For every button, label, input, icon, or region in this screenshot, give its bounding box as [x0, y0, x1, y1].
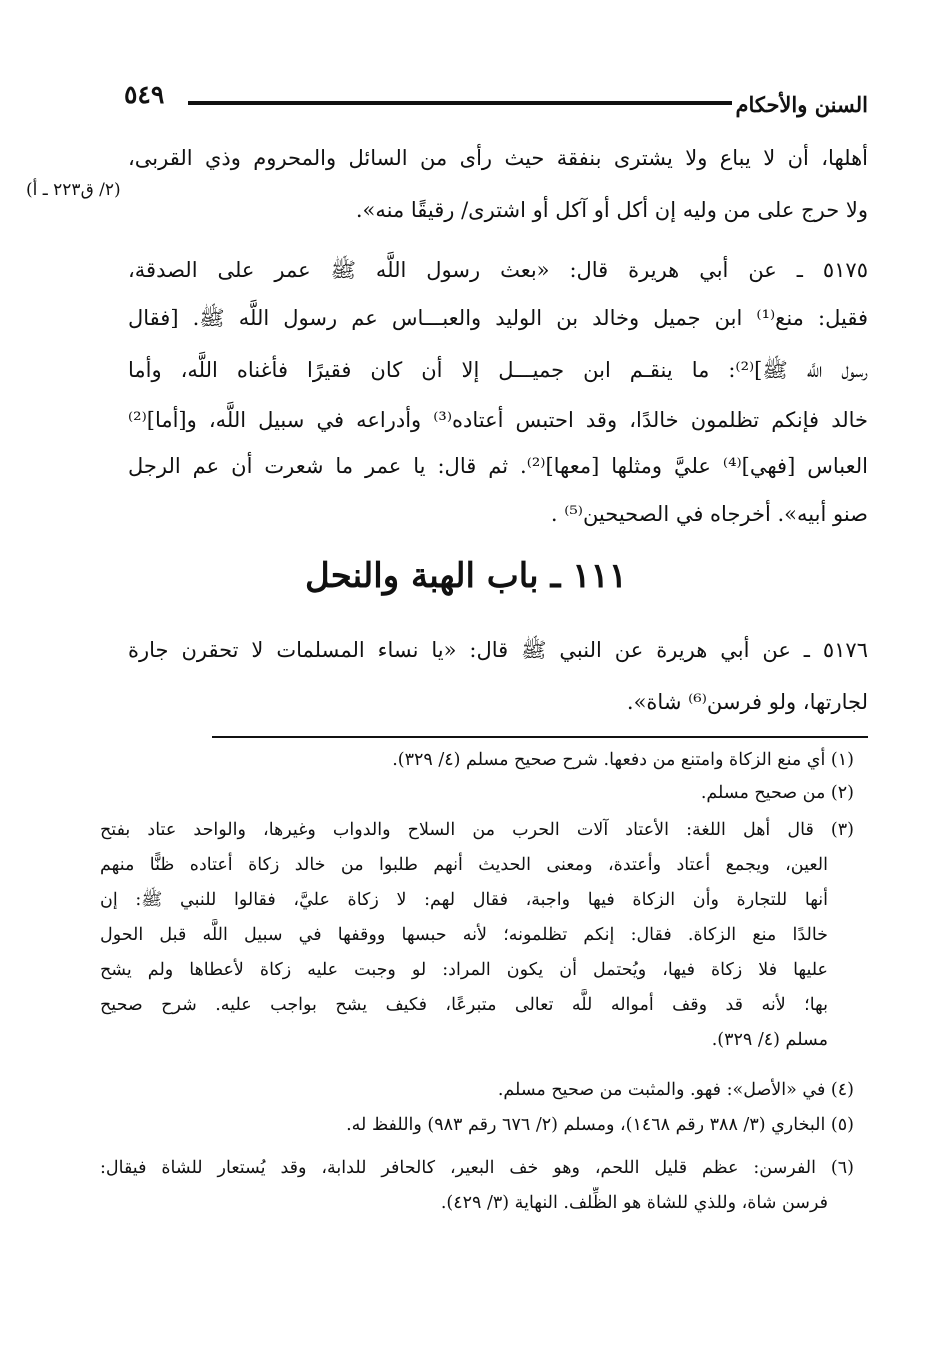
hadith-5175-line-6: صنو أبيه». أخرجاه في الصحيحين⁽⁵⁾ . — [550, 502, 868, 526]
footnote-3-line-1: (٣) قال أهل اللغة: الأعتاد آلات الحرب من السلاح والدواب وغيرها، والواحد عتاد بفتح — [100, 820, 854, 840]
hadith-5175-line-2: فقيل: منع⁽¹⁾ ابن جميل وخالد بن الوليد والعبـــاس عم رسول اللَّه ﷺ. [فقال — [128, 306, 868, 330]
footnote-3-line-6: بها؛ لأنه قد وقف أمواله للَّه تعالى متبرعًا، فكيف يشح بواجب عليه. شرح صحيح — [100, 995, 828, 1015]
footnote-3-line-3: أنها للتجارة وأن الزكاة فيها واجبة، فقال لهم: لا زكاة عليَّ، فقالوا للنبي ﷺ: إن — [100, 890, 828, 910]
manuscript-margin-note: (٢/ ق٢٢٣ ـ أ) — [26, 180, 121, 200]
chapter-heading: ١١١ ـ باب الهبة والنحل — [304, 556, 628, 596]
footnote-2: (٢) من صحيح مسلم. — [700, 783, 854, 803]
footnote-3-line-5: عليها فلا زكاة فيها، ويُحتمل أن يكون المراد: لو وجبت عليه زكاة لأعطاها ولم يشح — [100, 960, 828, 980]
footnote-3-line-2: العين، ويجمع أعتاد وأعتدة، ومعنى الحديث أنهم طلبوا من خالد زكاة أعتاده ظنًّا منهم — [100, 855, 828, 875]
body-line-2: ولا حرج على من وليه إن أكل أو آكل أو اشترى/ رقيقًا منه». — [355, 198, 868, 222]
header-rule — [188, 101, 732, 105]
body-line-1: أهلها، أن لا يباع ولا يشترى بنفقة حيث رأى من السائل والمحروم وذي القربى، — [128, 146, 868, 170]
footnote-5: (٥) البخاري (٣/ ٣٨٨ رقم ١٤٦٨)، ومسلم (٢/ ٦٧٦ رقم ٩٨٣) واللفظ له. — [346, 1115, 854, 1135]
hadith-5175-line-1: ٥١٧٥ ـ عن أبي هريرة قال: «بعث رسول اللَّه ﷺ عمر على الصدقة، — [128, 258, 868, 282]
hadith-5176-line-2: لجارتها، ولو فرسن⁽⁶⁾ شاة». — [626, 690, 868, 714]
footnote-6-line-2: فرسن شاة، وللذي للشاة هو الظِّلف. النهاية (٣/ ٤٢٩). — [440, 1193, 828, 1213]
footnote-6-line-1: (٦) الفرسن: عظم قليل اللحم، وهو خف البعير، كالحافر للدابة، وقد يُستعار للشاة فيقال: — [100, 1158, 854, 1178]
footnote-3-line-7: مسلم (٤/ ٣٢٩). — [711, 1030, 828, 1050]
hadith-5175-line-3: رسول اللَّه ﷺ]⁽²⁾: ما ينقـم ابن جميـــل إلا أن كان فقيرًا فأغناه اللَّه، وأما — [128, 358, 868, 382]
footnote-3-line-4: خالدًا منع الزكاة. فقال: إنكم تظلمونه؛ لأنه حبسها ووقفها في سبيل اللَّه قبل الحول — [100, 925, 828, 945]
footnote-4: (٤) في «الأصل»: فهو. والمثبت من صحيح مسلم. — [497, 1080, 854, 1100]
footnote-1: (١) أي منع الزكاة وامتنع من دفعها. شرح صحيح مسلم (٤/ ٣٢٩). — [392, 750, 854, 770]
page-number: ٥٤٩ — [124, 80, 165, 109]
hadith-5176-line-1: ٥١٧٦ ـ عن أبي هريرة عن النبي ﷺ قال: «يا نساء المسلمات لا تحقرن جارة — [128, 638, 868, 662]
hadith-5175-line-4: خالد فإنكم تظلمون خالدًا، وقد احتبس أعتاده⁽³⁾ وأدراعه في سبيل اللَّه، و[أما]⁽²⁾ — [128, 408, 868, 432]
footnote-separator — [212, 736, 868, 738]
hadith-5175-line-5: العباس [فهي]⁽⁴⁾ عليَّ ومثلها [معها]⁽²⁾. ثم قال: يا عمر ما شعرت أن عم الرجل — [128, 454, 868, 478]
running-header-title: السنن والأحكام — [735, 92, 868, 117]
